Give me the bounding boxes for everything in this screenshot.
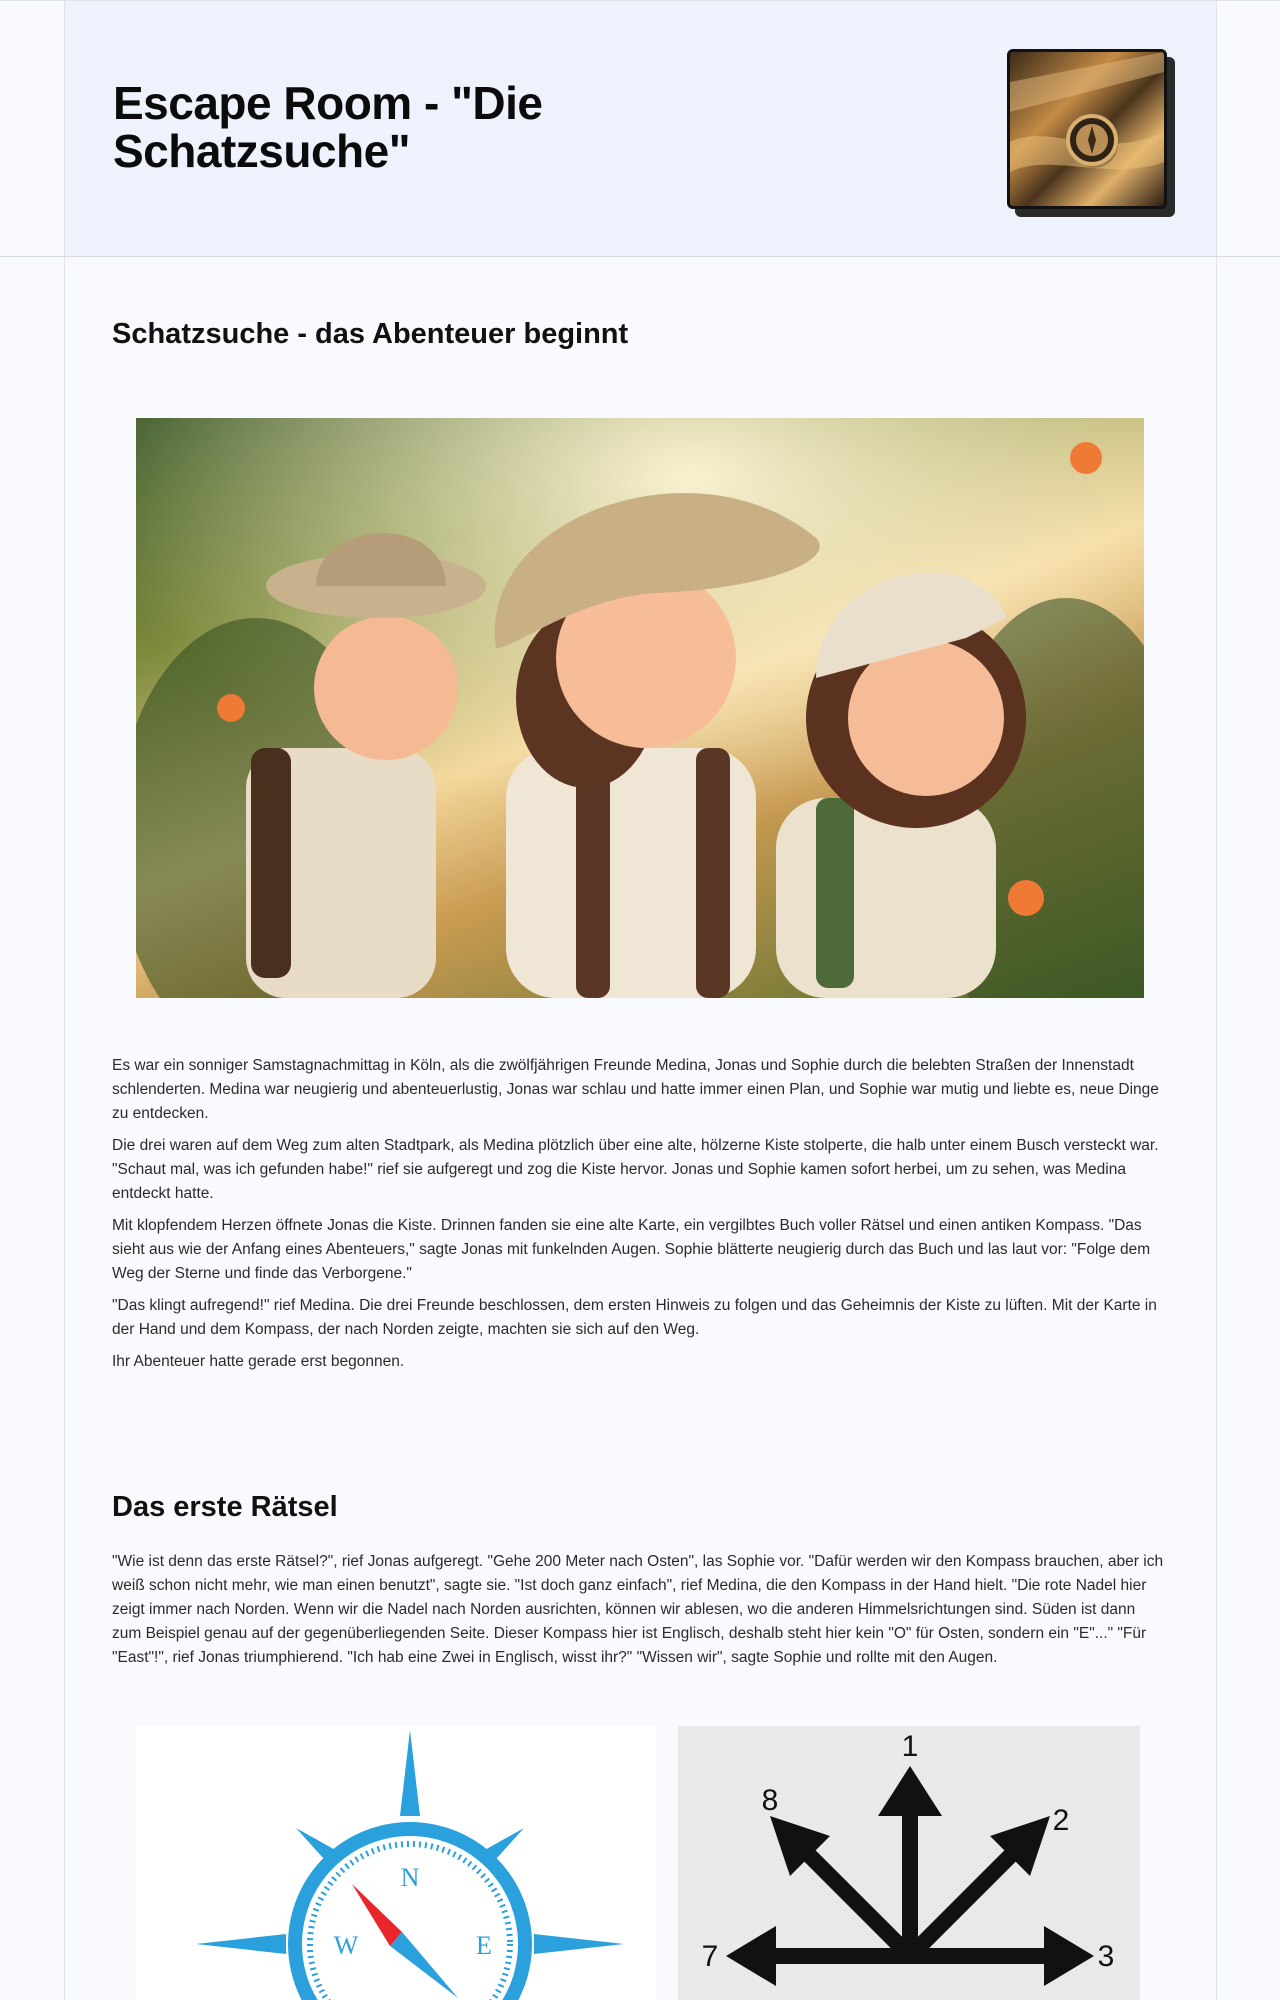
page-title: Escape Room - "Die Schatzsuche" [113,77,543,177]
header-divider [0,256,1280,257]
compass-thumbnail-image [1007,49,1167,209]
arrow-label-2: 2 [1052,1804,1070,1837]
kids-explorers-image [136,418,1144,998]
kids-explorers-illustration [136,418,1144,998]
section-title-first-riddle: Das erste Rätsel [112,1491,338,1523]
page-border-right [1216,0,1217,2000]
story-paragraph: Mit klopfendem Herzen öffnete Jonas die Kiste. Drinnen fanden sie eine alte Karte, ein vergilbtes Buch voller Rätsel und einen antiken Kompass. "Das sieht aus wie der Anfang eines Abenteuers," sagte Jonas mit funkelnden Augen. Sophie blätterte neugierig durch das Buch und las laut vor: "Folge dem Weg der Sterne und finde das Verborgene." [112,1217,1151,1282]
compass-thumbnail-art [1010,52,1164,206]
compass-west-label: W [333,1931,359,1960]
section-title-adventure: Schatzsuche - das Abenteuer beginnt [112,318,629,350]
compass-east-label: E [476,1931,492,1960]
numbered-arrows-graphic [678,1726,1140,2000]
riddle-paragraph: "Wie ist denn das erste Rätsel?", rief Jonas aufgeregt. "Gehe 200 Meter nach Osten", las Sophie vor. "Dafür werden wir den Kompass brauchen, aber ich weiß schon nicht mehr, wie man einen benutzt", sagte sie. "Ist doch ganz einfach", rief Medina, die den Kompass in der Hand hielt. "Die rote Nadel hier zeigt immer nach Norden. Wenn wir die Nadel nach Norden ausrichten, können wir ablesen, wo die anderen Himmelsrichtungen sind. Süden ist dann zum Beispiel genau auf der gegenüberliegenden Seite. Dieser Kompass hier ist Englisch, deshalb steht hier kein "O" für Osten, sondern ein "E"..." "Für "East"!", rief Jonas triumphierend. "Ich hab eine Zwei in Englisch, wisst ihr?" "Wissen wir", sagte Sophie und rollte mit den Augen. [112,1553,1164,1666]
page-header [65,1,1216,256]
compass-rose-image [136,1726,656,2000]
page-border-left [64,0,65,2000]
story-paragraph: Die drei waren auf dem Weg zum alten Stadtpark, als Medina plötzlich über eine alte, hölzerne Kiste stolperte, die halb unter einem Busch versteckt war. "Schaut mal, was ich gefunden habe!" rief sie aufgeregt und zog die Kiste hervor. Jonas und Sophie kamen sofort herbei, um zu sehen, was Medina entdeckt hatte. [112,1137,1159,1202]
compass-north-label: N [400,1863,420,1892]
story-paragraph: Es war ein sonniger Samstagnachmittag in Köln, als die zwölfjährigen Freunde Medina, Jonas und Sophie durch die belebten Straßen der Innenstadt schlenderten. Medina war neugierig und abenteuerlustig, Jonas war schlau und hatte immer einen Plan, und Sophie war mutig und liebte es, neue Dinge zu entdecken. [112,1057,1159,1122]
story-paragraph: "Das klingt aufregend!" rief Medina. Die drei Freunde beschlossen, dem ersten Hinweis zu folgen und das Geheimnis der Kiste zu lüften. Mit der Karte in der Hand und dem Kompass, der nach Norden zeigte, machten sie sich auf den Weg. [112,1297,1157,1338]
arrow-label-7: 7 [701,1940,719,1973]
numbered-arrows-image [678,1726,1140,2000]
arrow-label-1: 1 [901,1730,919,1763]
arrow-label-8: 8 [761,1784,779,1817]
compass-rose-graphic [136,1726,656,2000]
story-paragraph: Ihr Abenteuer hatte gerade erst begonnen. [112,1353,405,1370]
arrow-label-3: 3 [1097,1940,1115,1973]
